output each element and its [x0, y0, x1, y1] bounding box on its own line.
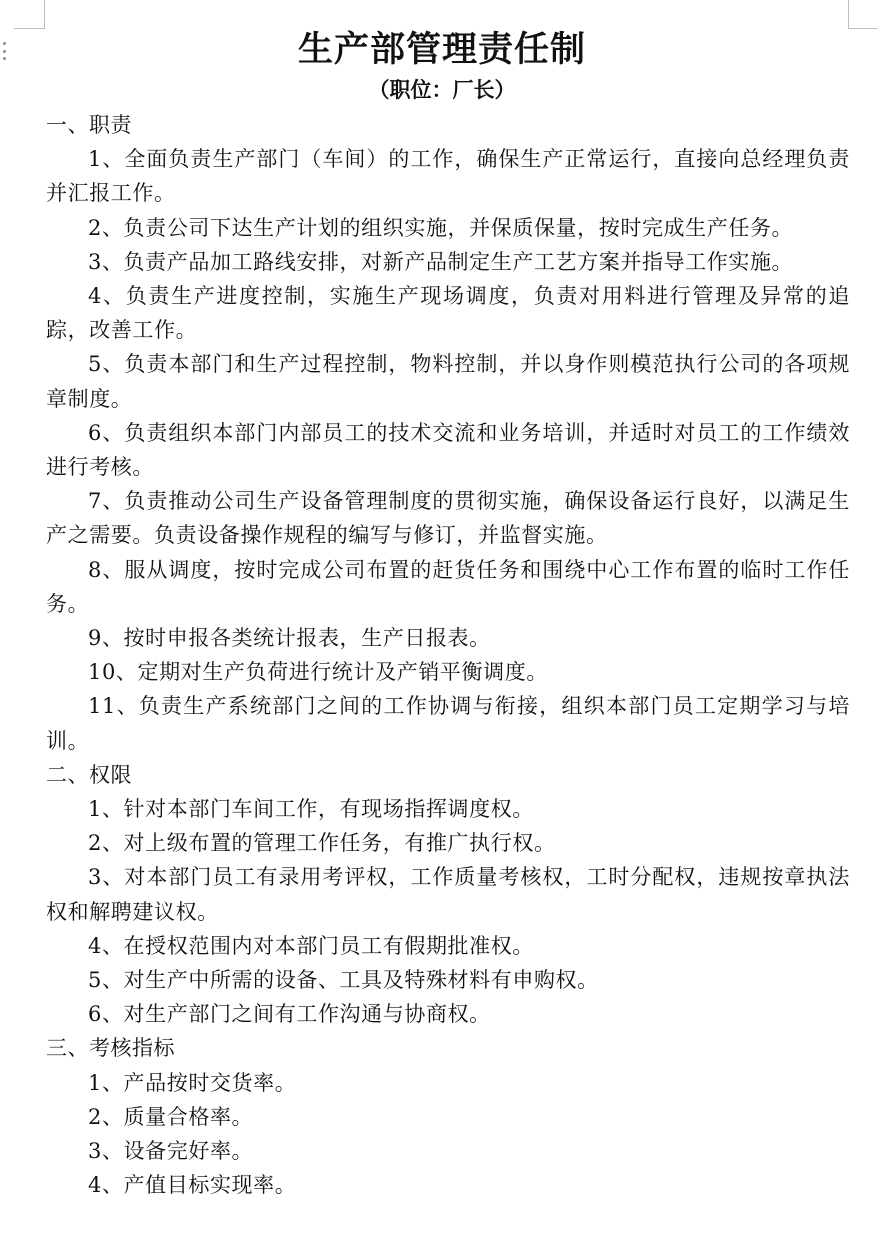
- section-heading-duties: 一、职责: [46, 113, 132, 137]
- crop-mark-top-right: [848, 0, 849, 28]
- list-item: 3、负责产品加工路线安排，对新产品制定生产工艺方案并指导工作实施。: [88, 249, 794, 274]
- document-body: [46, 108, 850, 1203]
- list-item: 5、对生产中所需的设备、工具及特殊材料有申购权。: [88, 968, 599, 993]
- list-item: 4、在授权范围内对本部门员工有假期批准权。: [88, 933, 534, 958]
- list-item: 4、产值目标实现率。: [88, 1173, 297, 1198]
- section-heading-authority: 二、权限: [46, 762, 132, 787]
- document-title: 生产部管理责任制: [297, 29, 586, 70]
- crop-mark-top-left: [14, 28, 45, 29]
- list-item: 5、负责本部门和生产过程控制，物料控制，并以身作则模范执行公司的各项规章制度。: [46, 352, 850, 411]
- list-item: 1、产品按时交货率。: [88, 1070, 297, 1095]
- list-item: 8、服从调度，按时完成公司布置的赶货任务和围绕中心工作布置的临时工作任务。: [46, 557, 850, 616]
- list-item: 6、对生产部门之间有工作沟通与协商权。: [88, 1002, 491, 1027]
- list-item: 2、负责公司下达生产计划的组织实施，并保质保量，按时完成生产任务。: [88, 215, 794, 240]
- list-item: 9、按时申报各类统计报表，生产日报表。: [88, 626, 491, 651]
- list-item: 1、针对本部门车间工作，有现场指挥调度权。: [88, 797, 534, 822]
- crop-mark-top-left: [44, 0, 45, 28]
- list-item: 2、对上级布置的管理工作任务，有推广执行权。: [88, 831, 556, 856]
- list-item: 2、质量合格率。: [88, 1104, 254, 1129]
- section-heading-kpi: 三、考核指标: [46, 1036, 175, 1061]
- list-item: 10、定期对生产负荷进行统计及产销平衡调度。: [88, 660, 548, 685]
- list-item: 3、设备完好率。: [88, 1139, 254, 1164]
- crop-mark-top-right: [848, 28, 878, 29]
- list-item: 11、负责生产系统部门之间的工作协调与衔接，组织本部门员工定期学习与培训。: [46, 694, 850, 753]
- list-item: 3、对本部门员工有录用考评权，工作质量考核权，工时分配权，违规按章执法权和解聘建议权。: [46, 865, 850, 924]
- list-item: 6、负责组织本部门内部员工的技术交流和业务培训，并适时对员工的工作绩效进行考核。: [46, 420, 850, 480]
- document-subtitle: （职位：厂长）: [368, 77, 516, 102]
- list-item: 7、负责推动公司生产设备管理制度的贯彻实施，确保设备运行良好，以满足生产之需要。负责设备操作规程的编写与修订，并监督实施。: [46, 489, 850, 548]
- list-item: 4、负责生产进度控制，实施生产现场调度，负责对用料进行管理及异常的追踪，改善工作。: [46, 284, 850, 343]
- list-item: 1、全面负责生产部门（车间）的工作，确保生产正常运行，直接向总经理负责并汇报工作。: [46, 147, 850, 206]
